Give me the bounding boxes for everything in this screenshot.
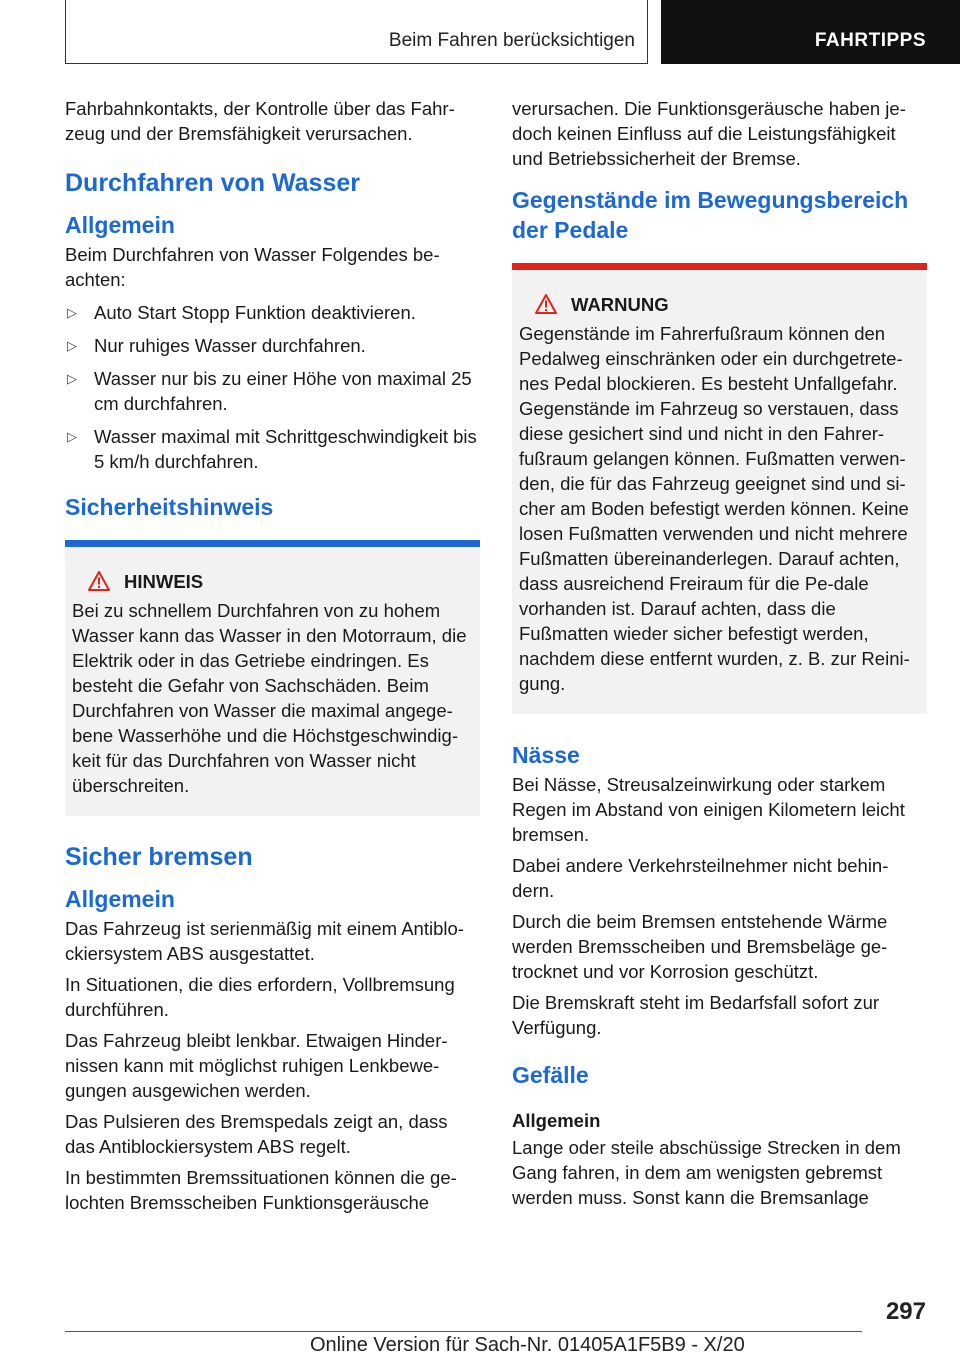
- notice-title: HINWEIS: [72, 569, 472, 594]
- pedal-heading: Gegenstände im Bewegungsbereich der Pedale: [512, 187, 909, 243]
- right-column: [512, 96, 927, 1216]
- header-section-box: [65, 0, 648, 64]
- brake-paragraph: In bestimmten Bremssituationen können die ge-lochten Bremsscheiben Funktionsgeräusche: [65, 1167, 457, 1213]
- triangle-bullet-icon: ▷: [67, 305, 77, 320]
- water-general-text: Beim Durchfahren von Wasser Folgendes be-achten:: [65, 244, 440, 290]
- footer-divider: [65, 1331, 862, 1332]
- brake-paragraph: Das Fahrzeug bleibt lenkbar. Etwaigen Hinder-nissen kann mit möglichst ruhigen Lenkbewe-gungen ausgewichen werden.: [65, 1030, 448, 1101]
- list-item: ▷ Nur ruhiges Wasser durchfahren.: [67, 335, 366, 356]
- warning-triangle-icon: [88, 571, 110, 591]
- warning-box: [512, 263, 927, 714]
- brake-heading: Sicher bremsen: [65, 843, 253, 871]
- notice-text: Bei zu schnellem Durchfahren von zu hohem Wasser kann das Wasser in den Motorraum, die Elektrik oder in das Getriebe eindringen. Es besteht die Gefahr von Sachschäden. Beim Durchfahren von Wasser die maximal angege-bene Wasserhöhe und die Höchstgeschwindig-keit für das Durchfahren von Wasser nicht überschreiten.: [72, 600, 467, 796]
- triangle-bullet-icon: ▷: [67, 371, 77, 386]
- triangle-bullet-icon: ▷: [67, 338, 77, 353]
- online-version-text: Online Version für Sach-Nr. 01405A1F5B9 - X/20: [310, 1334, 745, 1356]
- wet-heading: Nässe: [512, 742, 580, 768]
- warning-triangle-icon: [535, 294, 557, 314]
- warning-text: Gegenstände im Fahrerfußraum können den Pedalweg einschränken oder ein durchgetrete-nes Pedal blockieren. Es besteht Unfallgefahr. Gegenstände im Fahrzeug so verstauen, dass diese gesichert sind und nicht in den Fahrer-fußraum gelangen können. Fußmatten verwen-den, die für das Fahrzeug geeignet sind und si-cher am Boden befestigt werden können. Keine losen Fußmatten verwenden und nicht mehrere Fußmatten übereinanderlegen. Darauf achten, dass ausreichend Freiraum für die Pe-dale vorhanden ist. Darauf achten, dass die Fußmatten wieder sicher befestigt werden, nachdem diese entfernt wurden, z. B. zur Reini-gung.: [519, 323, 910, 694]
- page-number: 297: [885, 1298, 926, 1325]
- notice-box: [65, 540, 480, 816]
- header-section-title: Beim Fahren berücksichtigen: [388, 30, 635, 51]
- brake-paragraph: Das Fahrzeug ist serienmäßig mit einem Antiblo-ckiersystem ABS ausgestattet.: [65, 918, 464, 964]
- brake-general-heading: Allgemein: [65, 886, 175, 912]
- brake-paragraph: Das Pulsieren des Bremspedals zeigt an, dass das Antiblockiersystem ABS regelt.: [65, 1111, 448, 1157]
- wet-paragraph: Durch die beim Bremsen entstehende Wärme werden Bremsscheiben und Bremsbeläge ge-trocknet und vor Korrosion geschützt.: [512, 911, 888, 982]
- header-chapter-box: [661, 0, 960, 64]
- intro-paragraph: Fahrbahnkontakts, der Kontrolle über das Fahr-zeug und der Bremsfähigkeit verursachen.: [65, 98, 455, 144]
- list-item: ▷ Auto Start Stopp Funktion deaktivieren.: [67, 302, 416, 323]
- wet-paragraph: Die Bremskraft steht im Bedarfsfall sofort zur Verfügung.: [512, 992, 880, 1038]
- water-list: [65, 300, 480, 474]
- list-item: ▷ Wasser nur bis zu einer Höhe von maximal 25 cm durchfahren.: [67, 368, 472, 414]
- warning-title: WARNUNG: [519, 292, 919, 317]
- wet-paragraph: Bei Nässe, Streusalzeinwirkung oder starkem Regen im Abstand von einigen Kilometern leicht bremsen.: [512, 774, 905, 845]
- slope-general-heading: Allgemein: [512, 1110, 601, 1131]
- brake-paragraph: In Situationen, die dies erfordern, Vollbremsung durchführen.: [65, 974, 455, 1020]
- water-general-heading: Allgemein: [65, 212, 175, 238]
- triangle-bullet-icon: ▷: [67, 429, 77, 444]
- left-column: [65, 96, 480, 1221]
- header-chapter-title: FAHRTIPPS: [814, 30, 926, 51]
- slope-heading: Gefälle: [512, 1062, 589, 1088]
- wet-paragraph: Dabei andere Verkehrsteilnehmer nicht behin-dern.: [512, 855, 889, 901]
- list-item: ▷ Wasser maximal mit Schrittgeschwindigkeit bis 5 km/h durchfahren.: [67, 426, 477, 472]
- safety-heading: Sicherheitshinweis: [65, 494, 274, 520]
- water-heading: Durchfahren von Wasser: [65, 169, 360, 197]
- slope-paragraph: Lange oder steile abschüssige Strecken in dem Gang fahren, in dem am wenigsten gebremst werden muss. Sonst kann die Bremsanlage: [512, 1137, 901, 1208]
- continued-paragraph: verursachen. Die Funktionsgeräusche haben je-doch keinen Einfluss auf die Leistungsfähigkeit und Betriebssicherheit der Bremse.: [512, 98, 906, 169]
